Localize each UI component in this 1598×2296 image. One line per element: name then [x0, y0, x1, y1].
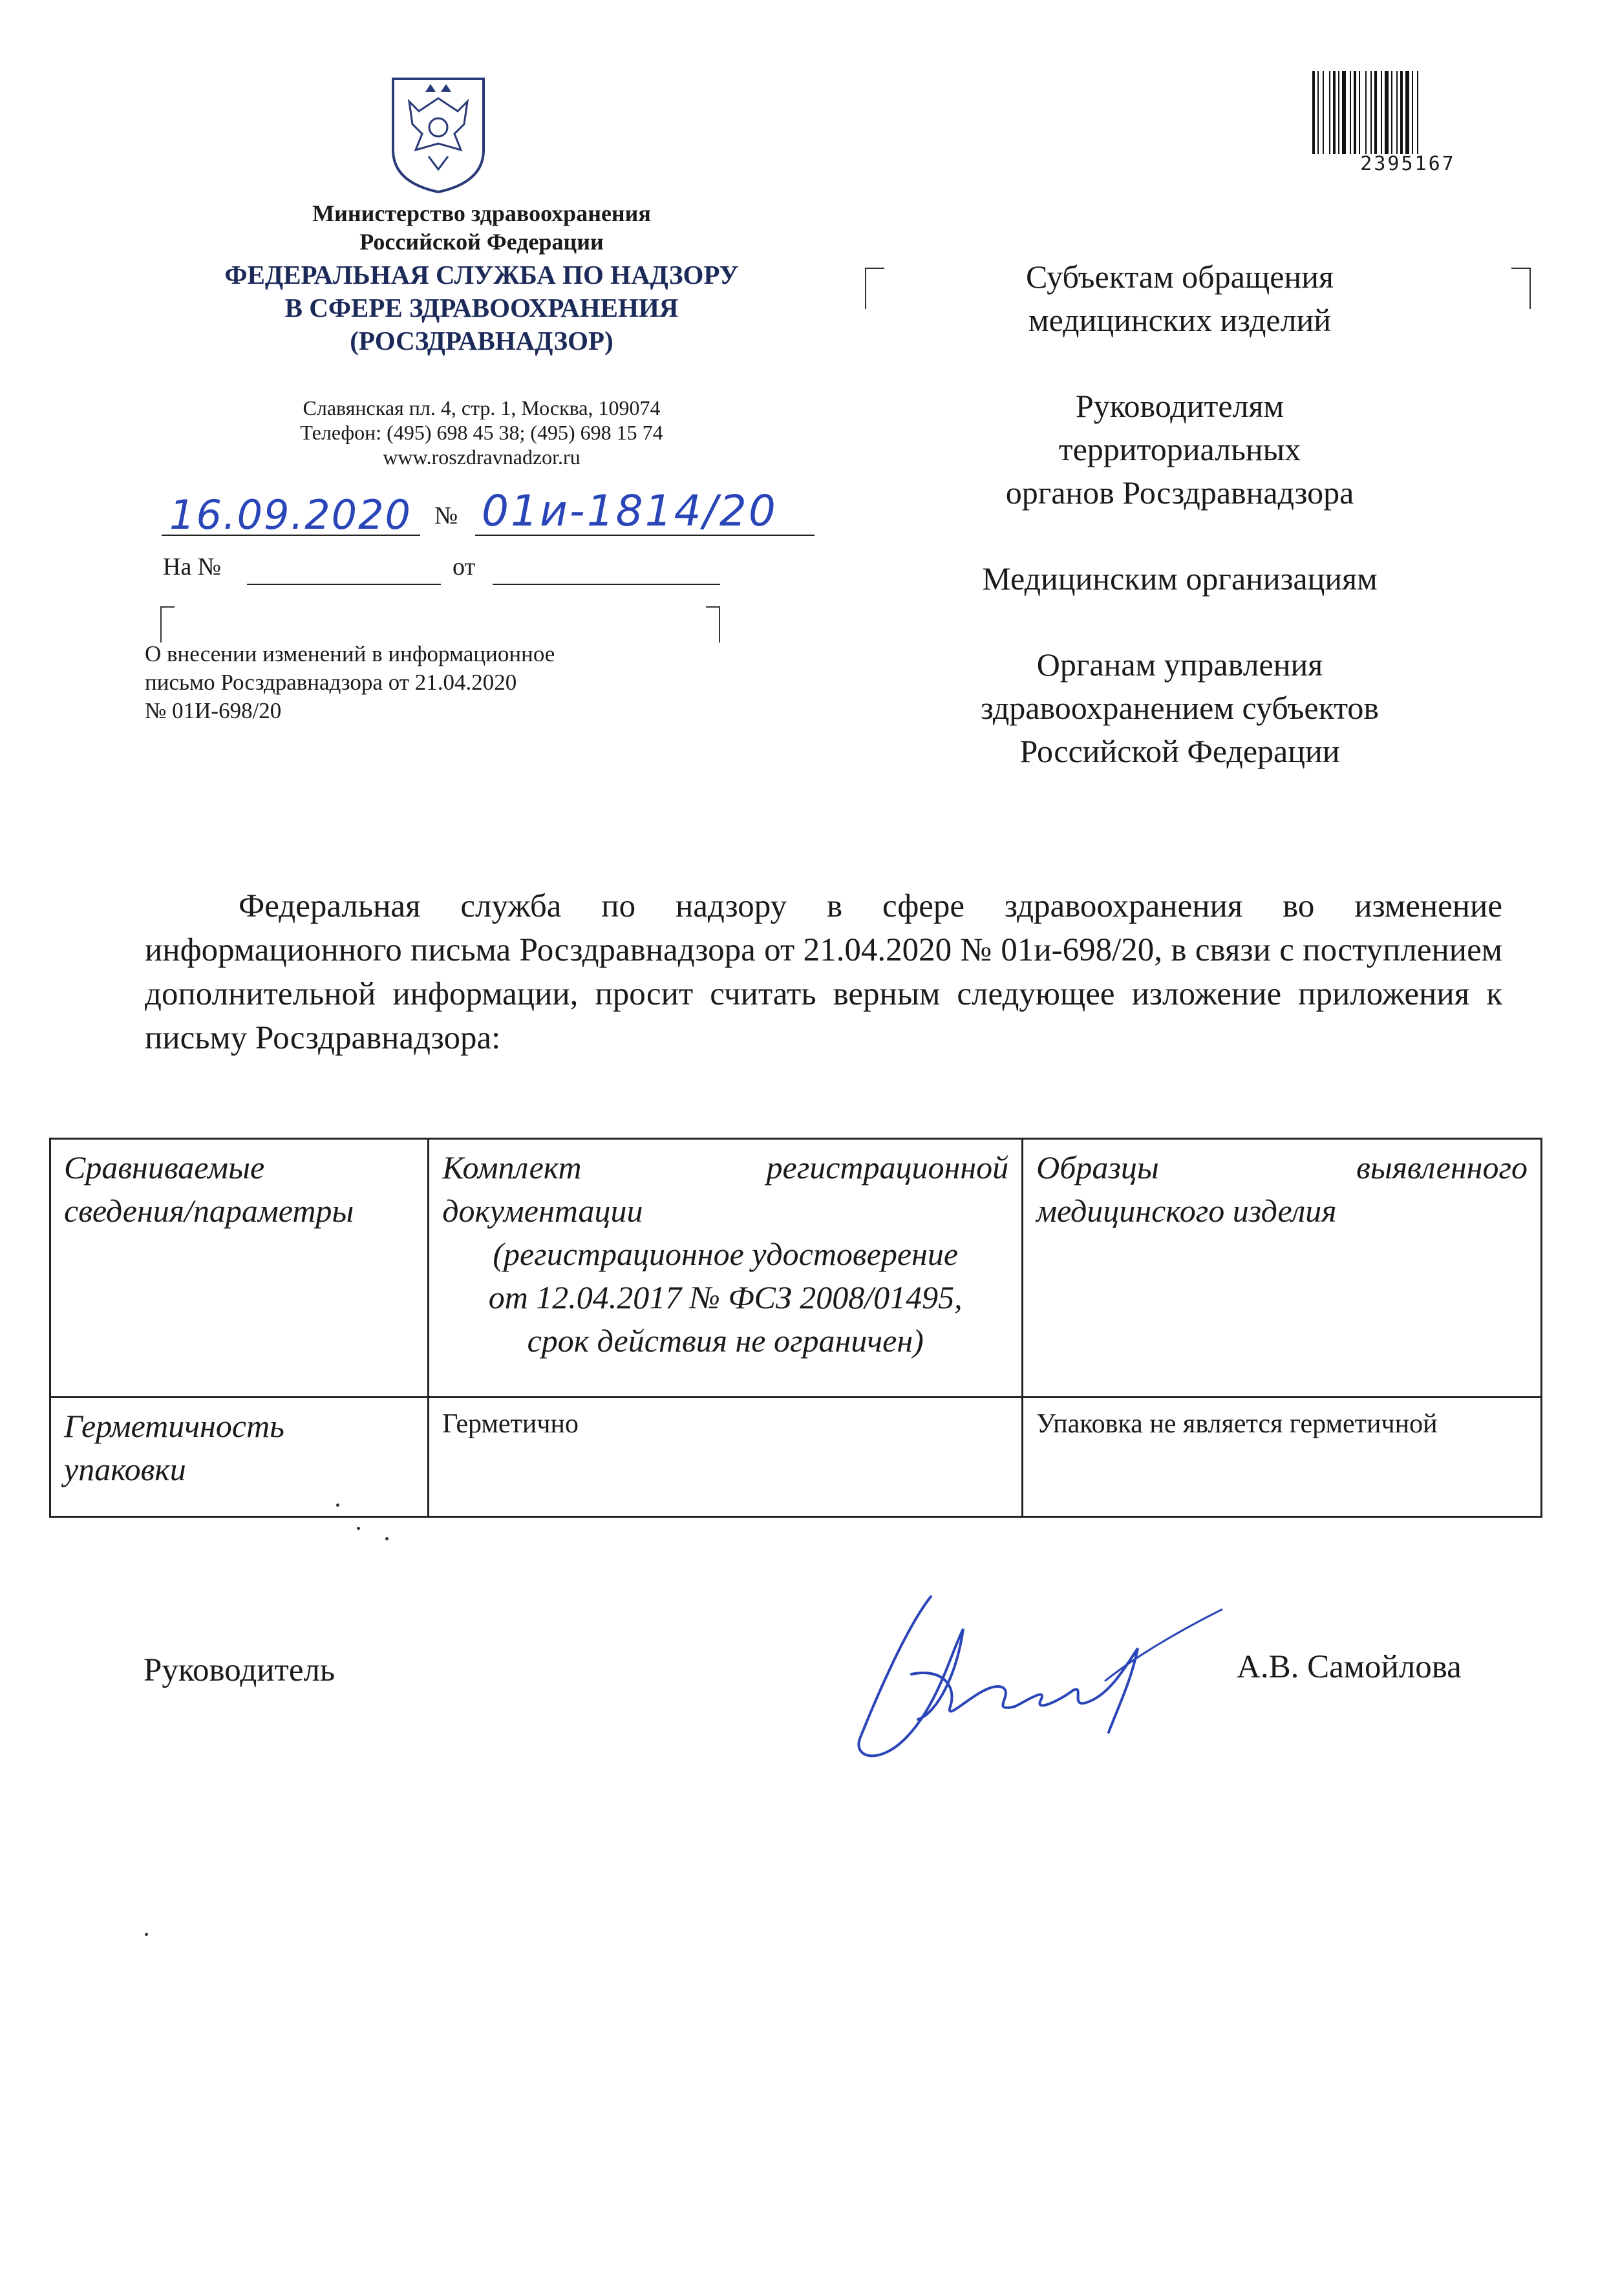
addressee — [905, 557, 1454, 601]
cell-line: от 12.04.2017 № ФСЗ 2008/01495, — [488, 1279, 963, 1315]
ministry-line: Российской Федерации — [359, 229, 604, 255]
addressee — [905, 643, 1454, 773]
subject-bracket-right — [706, 606, 720, 643]
barcode-bar — [1396, 71, 1398, 154]
header-cell-samples — [1023, 1139, 1542, 1398]
service-line: В СФЕРЕ ЗДРАВООХРАНЕНИЯ — [284, 293, 679, 323]
registration-number: 01и-1814/20 — [482, 486, 778, 536]
header-cell-parameters — [50, 1139, 429, 1398]
cell-line: (регистрационное удостоверение — [493, 1236, 959, 1272]
subject-bracket-left — [160, 606, 175, 643]
registration-date: 16.09.2020 — [169, 491, 412, 538]
barcode-bar — [1329, 71, 1330, 154]
barcode-bar — [1417, 71, 1418, 154]
cell-word: регистрационной — [766, 1149, 1009, 1185]
addressee-line: Медицинским организациям — [982, 560, 1378, 597]
ref-number-label: На № — [163, 553, 222, 580]
subject-line: О внесении изменений в информационное — [145, 641, 555, 666]
barcode-bar — [1405, 71, 1409, 154]
cell-line: медицинского изделия — [1036, 1193, 1337, 1229]
addressee-bracket-right — [1511, 268, 1531, 309]
cell-line — [442, 1146, 1008, 1189]
website: www.roszdravnadzor.ru — [383, 445, 581, 469]
letter-subject — [145, 640, 714, 725]
body-paragraph: Федеральная служба по надзору в сфере здравоохранения во изменение информационного письма Росздравнадзора от 21.04.2020 № 01и-698/20, в связи с поступлением дополнительной информации, просит считать верным следующее изложение приложения к письму Росздравнадзора: — [145, 888, 1502, 1056]
number-underline — [475, 535, 815, 536]
cell-word: выявленного — [1356, 1149, 1528, 1185]
barcode-bar — [1338, 71, 1339, 154]
signatory-name: А.В. Самойлова — [1237, 1649, 1462, 1685]
barcode-bar — [1374, 71, 1377, 154]
addressee-list — [905, 255, 1454, 816]
scan-mark — [357, 1527, 360, 1530]
addressee-line: медицинских изделий — [1028, 302, 1332, 338]
subject-line: письмо Росздравнадзора от 21.04.2020 — [145, 670, 517, 695]
addressee-line: Российской Федерации — [1019, 733, 1340, 769]
barcode-bar — [1370, 71, 1372, 154]
ref-number-blank — [247, 584, 441, 585]
scan-mark — [145, 1933, 148, 1936]
cell-line: упаковки — [64, 1451, 186, 1487]
barcode-bar — [1381, 71, 1382, 154]
barcode-bar — [1412, 71, 1413, 154]
table-row — [50, 1398, 1542, 1517]
cell-line: документации — [442, 1193, 643, 1229]
barcode-bar — [1391, 71, 1392, 154]
subject-line: № 01И-698/20 — [145, 698, 282, 723]
barcode-bar — [1317, 71, 1319, 154]
header-cell-documentation — [429, 1139, 1023, 1398]
barcode-bar — [1365, 71, 1367, 154]
scan-mark — [336, 1504, 339, 1507]
cell-line: сведения/параметры — [64, 1193, 354, 1229]
addressee-line: территориальных — [1058, 431, 1301, 467]
addressee-line: здравоохранением субъектов — [980, 690, 1380, 726]
cell-word: Образцы — [1036, 1149, 1159, 1185]
ministry-line: Министерство здравоохранения — [312, 200, 651, 226]
table-header-row — [50, 1139, 1542, 1398]
addressee — [905, 255, 1454, 342]
phone-numbers: Телефон: (495) 698 45 38; (495) 698 15 74 — [300, 421, 663, 444]
service-line: ФЕДЕРАЛЬНАЯ СЛУЖБА ПО НАДЗОРУ — [224, 260, 739, 290]
cell-sample-value: Упаковка не является герметичной — [1023, 1398, 1542, 1517]
barcode-bar — [1354, 71, 1356, 154]
signatory-title: Руководитель — [144, 1652, 336, 1688]
addressee-line: Органам управления — [1036, 646, 1323, 683]
barcode-bar — [1385, 71, 1389, 154]
cell-line: срок действия не ограничен) — [527, 1323, 924, 1359]
service-line: (РОСЗДРАВНАДЗОР) — [350, 326, 613, 356]
service-name — [110, 259, 853, 357]
cell-word: Комплект — [442, 1149, 582, 1185]
scan-mark — [385, 1537, 389, 1540]
barcode-bar — [1350, 71, 1351, 154]
addressee-bracket-left — [865, 268, 884, 309]
cell-line — [1036, 1146, 1528, 1189]
addressee-line: Субъектам обращения — [1026, 259, 1334, 295]
handwritten-signature — [853, 1577, 1241, 1771]
cell-parameter — [50, 1398, 429, 1517]
cell-line: Сравниваемые — [64, 1149, 265, 1185]
addressee — [905, 385, 1454, 515]
date-underline — [162, 535, 420, 536]
barcode-bar — [1333, 71, 1336, 154]
barcode-bar — [1323, 71, 1324, 154]
barcode — [1312, 71, 1504, 154]
barcode-bar — [1400, 71, 1403, 154]
coat-of-arms-emblem — [387, 72, 490, 195]
barcode-number: 2395167 — [1360, 153, 1456, 175]
comparison-table — [49, 1138, 1542, 1518]
number-sign: № — [434, 502, 458, 529]
ref-date-blank — [493, 584, 720, 585]
barcode-bar — [1312, 71, 1315, 154]
barcode-bar — [1359, 71, 1360, 154]
ref-date-label: от — [453, 553, 476, 580]
addressee-line: Руководителям — [1075, 388, 1284, 424]
ministry-name — [162, 199, 802, 256]
cell-line: Герметичность — [64, 1408, 284, 1444]
cell-documentation-value: Герметично — [429, 1398, 1023, 1517]
postal-address: Славянская пл. 4, стр. 1, Москва, 109074 — [303, 396, 661, 420]
addressee-line: органов Росздравнадзора — [1005, 474, 1354, 511]
contact-block — [162, 396, 802, 469]
barcode-bar — [1342, 71, 1346, 154]
